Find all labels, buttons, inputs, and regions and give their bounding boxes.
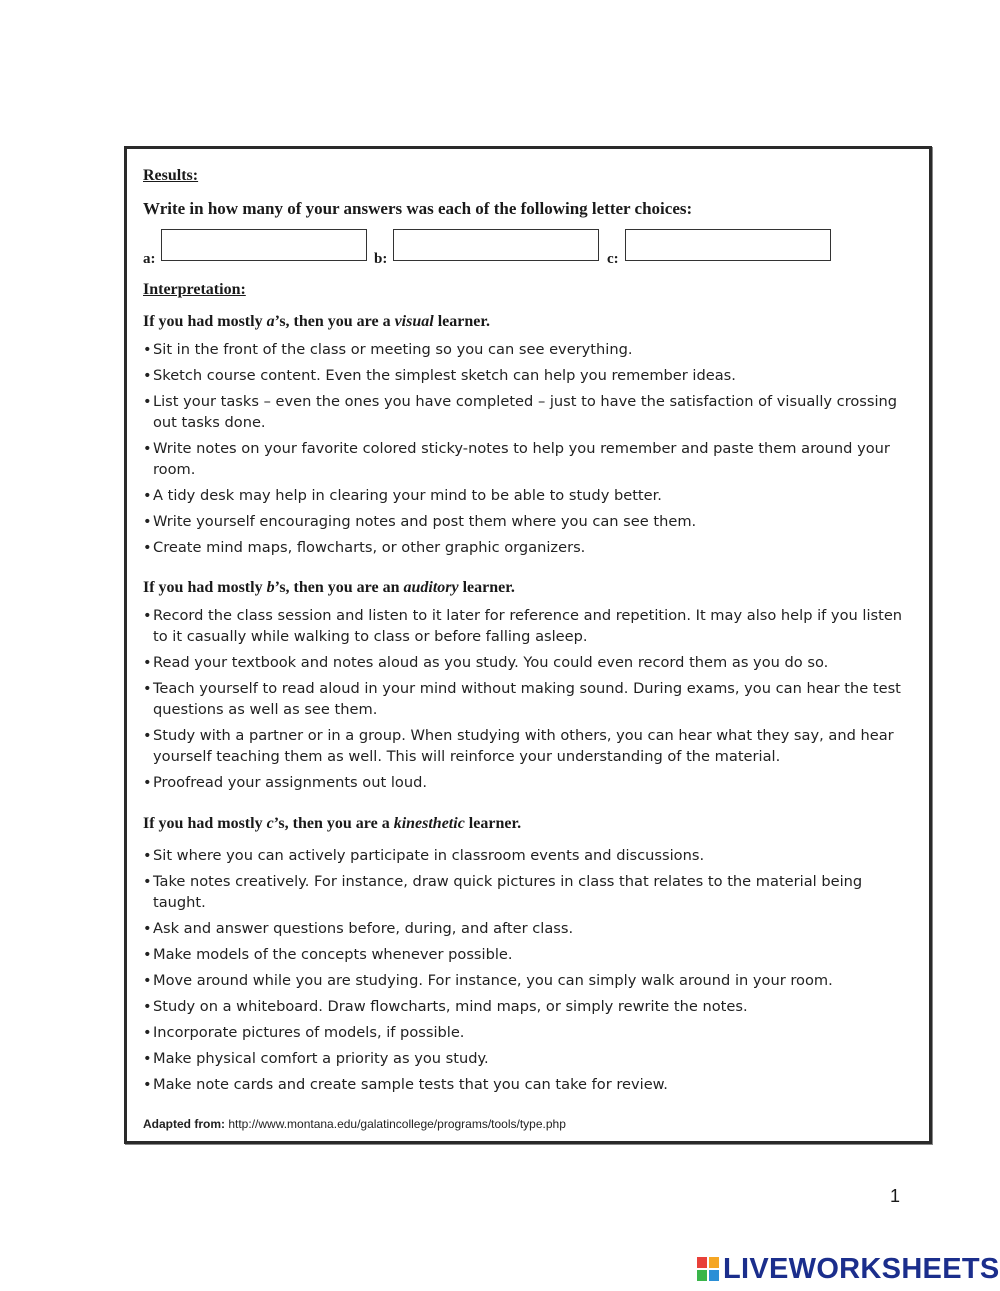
- answer-c-label: c:: [607, 251, 619, 267]
- source-label: Adapted from:: [143, 1117, 225, 1131]
- answer-a-label: a:: [143, 251, 156, 267]
- list-item: • Write notes on your favorite colored sticky-notes to help you remember and paste them around your room.: [143, 438, 913, 480]
- answer-row: [143, 229, 923, 269]
- answer-a-input[interactable]: [161, 229, 367, 261]
- kinesthetic-heading: If you had mostly c’s, then you are a kinesthetic learner.: [143, 815, 522, 832]
- list-item: • Teach yourself to read aloud in your mind without making sound. During exams, you can hear the test questions as well as see them.: [143, 678, 913, 720]
- list-item: • Sit in the front of the class or meeting so you can see everything.: [143, 339, 913, 360]
- auditory-heading: If you had mostly b’s, then you are an auditory learner.: [143, 579, 515, 596]
- list-item: • Incorporate pictures of models, if possible.: [143, 1022, 913, 1043]
- auditory-tips-list: [143, 605, 913, 798]
- interpretation-title: Interpretation:: [143, 281, 246, 298]
- list-item: • Make note cards and create sample tests that you can take for review.: [143, 1074, 913, 1095]
- results-panel: [124, 146, 932, 1144]
- source-url: http://www.montana.edu/galatincollege/programs/tools/type.php: [228, 1117, 566, 1131]
- answer-b-label: b:: [374, 251, 388, 267]
- visual-heading: If you had mostly a’s, then you are a visual learner.: [143, 313, 490, 330]
- list-item: • Study on a whiteboard. Draw flowcharts, mind maps, or simply rewrite the notes.: [143, 996, 913, 1017]
- list-item: • List your tasks – even the ones you have completed – just to have the satisfaction of visually crossing out tasks done.: [143, 391, 913, 433]
- list-item: • Write yourself encouraging notes and post them where you can see them.: [143, 511, 913, 532]
- list-item: • A tidy desk may help in clearing your mind to be able to study better.: [143, 485, 913, 506]
- results-title: Results:: [143, 167, 199, 184]
- answer-c-input[interactable]: [625, 229, 831, 261]
- results-instruction: Write in how many of your answers was each of the following letter choices:: [143, 199, 693, 218]
- list-item: • Read your textbook and notes aloud as you study. You could even record them as you do so.: [143, 652, 913, 673]
- page-number: 1: [890, 1186, 901, 1206]
- visual-tips-list: [143, 339, 913, 563]
- list-item: • Make models of the concepts whenever possible.: [143, 944, 913, 965]
- list-item: • Proofread your assignments out loud.: [143, 772, 913, 793]
- liveworksheets-logo: [697, 1254, 1000, 1284]
- list-item: • Sketch course content. Even the simplest sketch can help you remember ideas.: [143, 365, 913, 386]
- list-item: • Ask and answer questions before, during, and after class.: [143, 918, 913, 939]
- list-item: • Make physical comfort a priority as you study.: [143, 1048, 913, 1069]
- source-citation: [143, 1117, 566, 1131]
- list-item: • Record the class session and listen to it later for reference and repetition. It may also help if you listen to it casually while walking to class or before falling asleep.: [143, 605, 913, 647]
- answer-b-input[interactable]: [393, 229, 599, 261]
- brand-name: LIVEWORKSHEETS: [723, 1252, 1000, 1285]
- list-item: • Study with a partner or in a group. When studying with others, you can hear what they say, and hear yourself teaching them as well. This will reinforce your understanding of the material.: [143, 725, 913, 767]
- list-item: • Take notes creatively. For instance, draw quick pictures in class that relates to the material being taught.: [143, 871, 913, 913]
- kinesthetic-tips-list: [143, 845, 913, 1100]
- list-item: • Create mind maps, flowcharts, or other graphic organizers.: [143, 537, 913, 558]
- list-item: • Sit where you can actively participate in classroom events and discussions.: [143, 845, 913, 866]
- brand-blocks-icon: [697, 1257, 719, 1281]
- list-item: • Move around while you are studying. For instance, you can simply walk around in your room.: [143, 970, 913, 991]
